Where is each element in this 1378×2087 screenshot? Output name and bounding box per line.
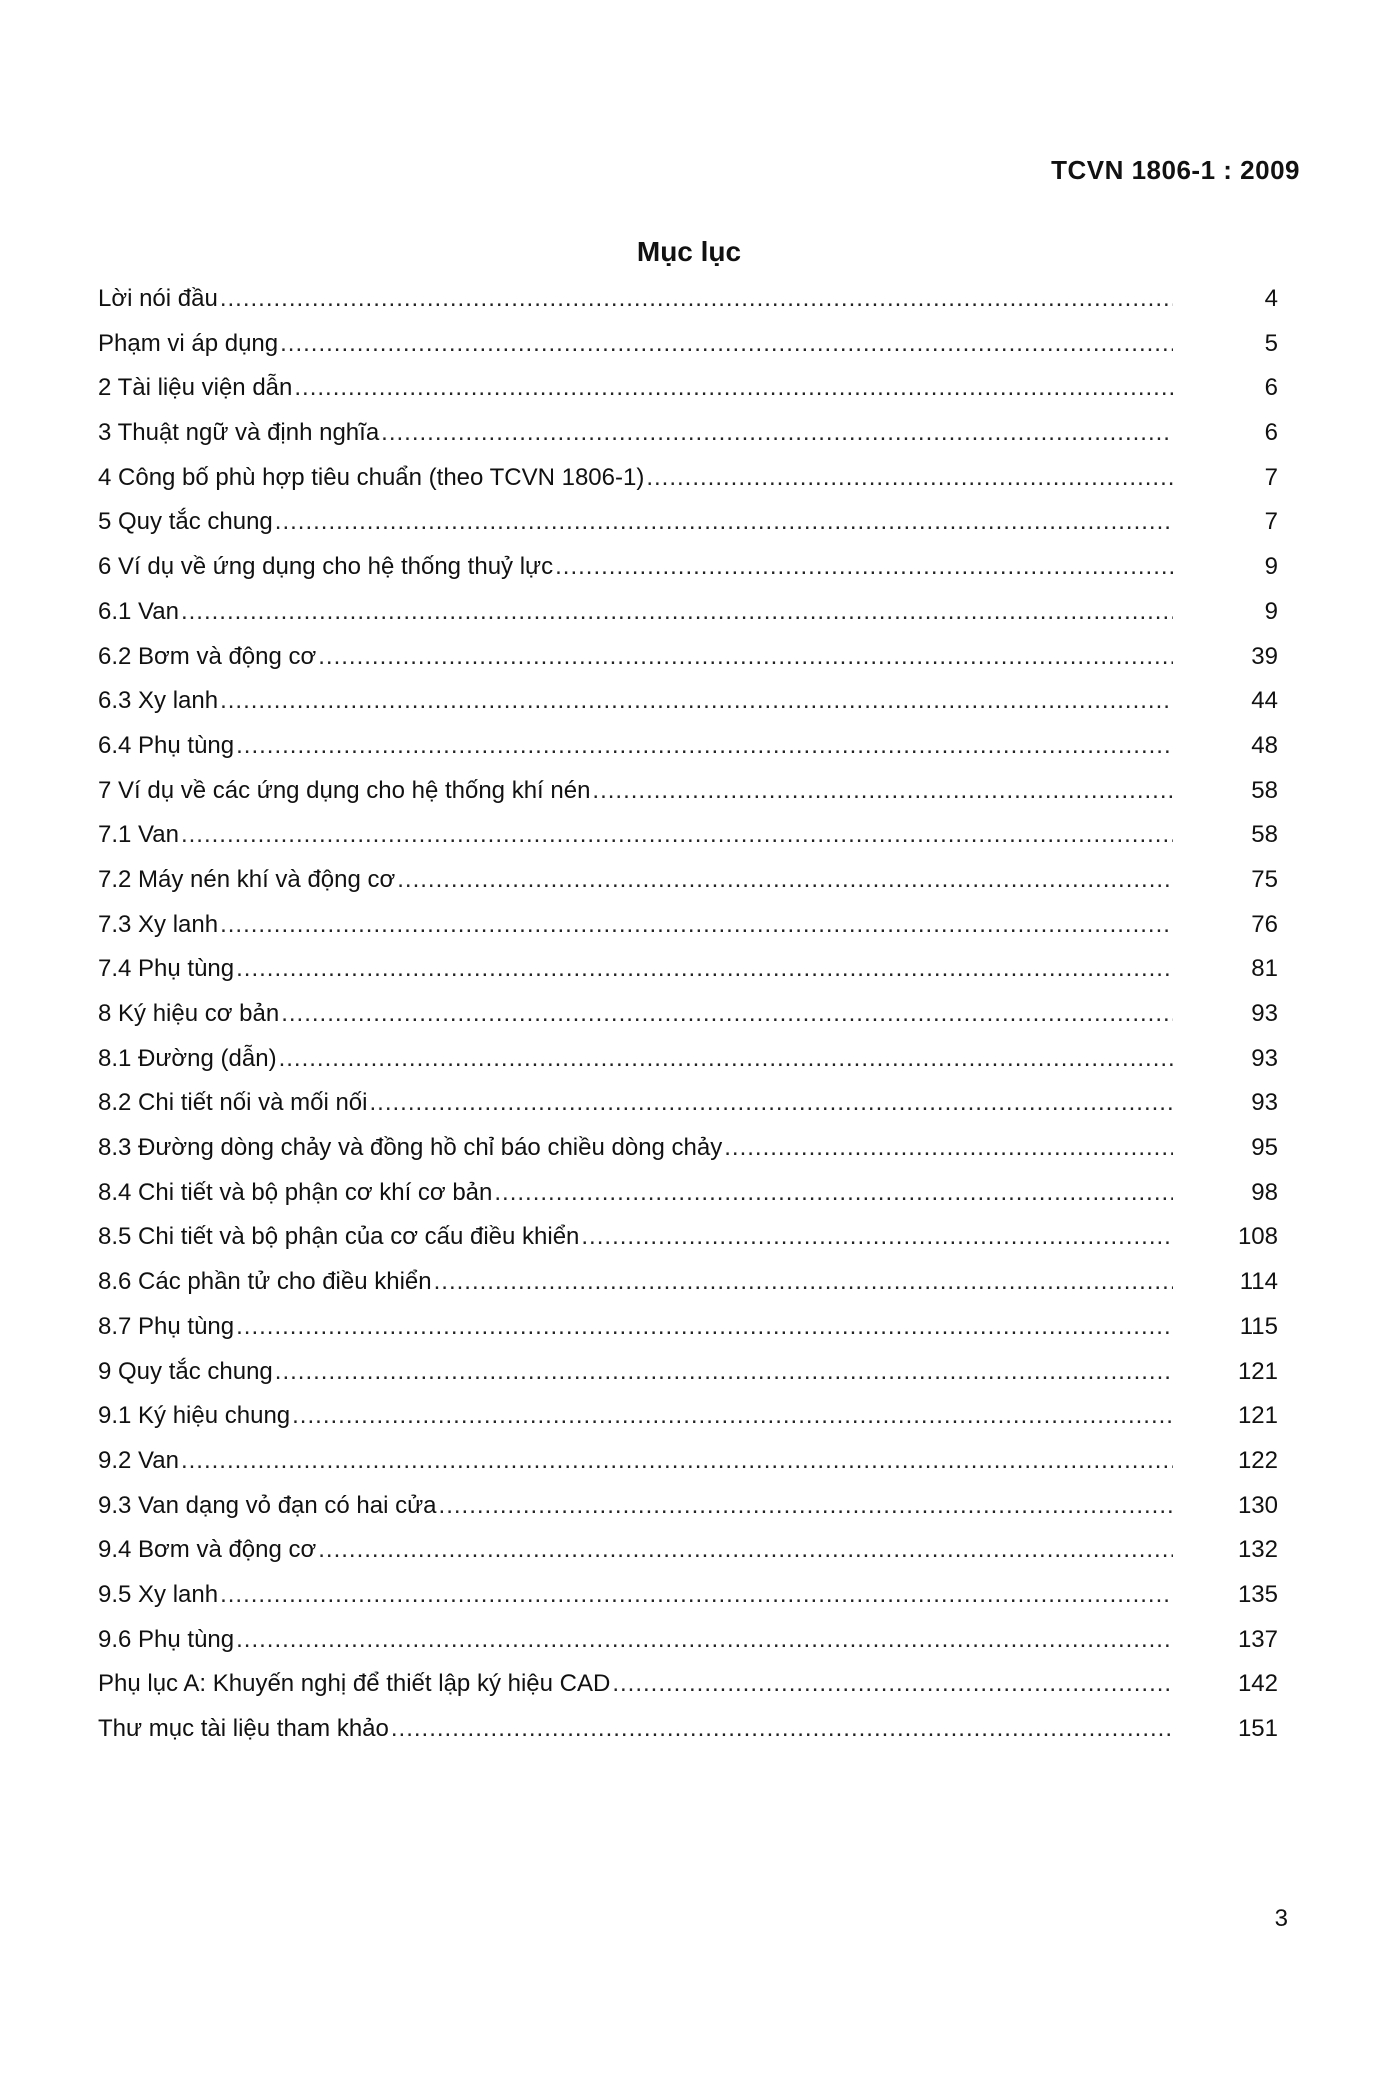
toc-dot-leader: [181, 1439, 1173, 1484]
toc-entry-page: 95: [1251, 1134, 1278, 1162]
toc-entry-title: Phụ lục A: Khuyến nghị để thiết lập ký hiệu CAD: [98, 1670, 611, 1698]
toc-entry-page: 137: [1237, 1625, 1278, 1653]
toc-entry[interactable]: [98, 277, 1278, 322]
toc-entry-title: 9.2 Van: [98, 1446, 179, 1474]
toc-entry-title: 6.2 Bơm và động cơ: [98, 642, 317, 670]
toc-entry-page: 44: [1251, 687, 1278, 715]
toc-entry-title: 3 Thuật ngữ và định nghĩa: [98, 419, 380, 447]
toc-entry-title: 6 Ví dụ về ứng dụng cho hệ thống thuỷ lực: [98, 553, 554, 581]
toc-entry[interactable]: [98, 545, 1278, 590]
toc-entry[interactable]: [98, 635, 1278, 680]
toc-entry-page: 39: [1251, 642, 1278, 670]
toc-entry[interactable]: [98, 724, 1278, 769]
toc-entry-title: Phạm vi áp dụng: [98, 329, 279, 357]
toc-entry[interactable]: [98, 1260, 1278, 1305]
toc-dot-leader: [581, 1215, 1173, 1260]
toc-dot-leader: [181, 590, 1173, 635]
toc-dot-leader: [220, 277, 1173, 322]
toc-entry[interactable]: [98, 322, 1278, 367]
toc-entry-page: 121: [1237, 1357, 1278, 1385]
toc-entry-page: 58: [1251, 776, 1278, 804]
toc-entry[interactable]: [98, 1350, 1278, 1395]
toc-entry-title: 6.4 Phụ tùng: [98, 731, 235, 759]
toc-entry-title: 8.6 Các phần tử cho điều khiển: [98, 1268, 432, 1296]
toc-dot-leader: [646, 456, 1173, 501]
toc-entry[interactable]: [98, 813, 1278, 858]
toc-dot-leader: [275, 500, 1173, 545]
toc-entry-page: 9: [1264, 597, 1278, 625]
toc-dot-leader: [592, 769, 1173, 814]
toc-dot-leader: [220, 1573, 1173, 1618]
toc-dot-leader: [236, 1618, 1173, 1663]
toc-entry[interactable]: [98, 1037, 1278, 1082]
toc-entry-page: 93: [1251, 1000, 1278, 1027]
toc-entry[interactable]: [98, 1484, 1278, 1529]
toc-entry-title: 4 Công bố phù hợp tiêu chuẩn (theo TCVN 1806-1): [98, 463, 645, 491]
toc-entry[interactable]: [98, 1126, 1278, 1171]
toc-entry-title: 8.1 Đường (dẫn): [98, 1044, 277, 1072]
toc-entry[interactable]: [98, 992, 1278, 1037]
toc-entry-page: 108: [1237, 1223, 1278, 1251]
toc-entry-page: 81: [1251, 955, 1278, 983]
toc-dot-leader: [220, 679, 1173, 724]
toc-entry[interactable]: [98, 1528, 1278, 1573]
toc-dot-leader: [612, 1662, 1173, 1707]
toc-entry[interactable]: [98, 590, 1278, 635]
toc-entry-page: 7: [1264, 508, 1278, 536]
toc-entry-title: 8.5 Chi tiết và bộ phận của cơ cấu điều khiển: [98, 1223, 580, 1251]
toc-dot-leader: [439, 1484, 1173, 1529]
toc-entry-page: 121: [1237, 1402, 1278, 1430]
toc-entry-title: 7.1 Van: [98, 821, 179, 849]
page-number: 3: [1274, 1905, 1288, 1932]
toc-entry-title: 6.1 Van: [98, 597, 179, 625]
toc-dot-leader: [434, 1260, 1173, 1305]
toc-dot-leader: [236, 1305, 1173, 1350]
toc-entry-title: 8.2 Chi tiết nối và mối nối: [98, 1089, 368, 1117]
toc-entry-page: 151: [1237, 1715, 1278, 1742]
toc-entry-title: 8.7 Phụ tùng: [98, 1312, 235, 1340]
toc-entry-page: 9: [1264, 553, 1278, 581]
toc-dot-leader: [292, 1394, 1173, 1439]
toc-dot-leader: [281, 992, 1173, 1037]
toc-entry-title: 8.4 Chi tiết và bộ phận cơ khí cơ bản: [98, 1178, 493, 1206]
toc-dot-leader: [279, 1037, 1173, 1082]
toc-entry-page: 130: [1237, 1491, 1278, 1519]
toc-entry-page: 115: [1239, 1312, 1278, 1340]
toc-entry-title: Thư mục tài liệu tham khảo: [98, 1715, 389, 1742]
toc-entry[interactable]: [98, 1171, 1278, 1216]
toc-entry-title: 8 Ký hiệu cơ bản: [98, 1000, 280, 1027]
toc-dot-leader: [181, 813, 1173, 858]
toc-title: Mục lục: [636, 236, 742, 267]
toc-entry-title: 7.4 Phụ tùng: [98, 955, 235, 983]
toc-dot-leader: [724, 1126, 1173, 1171]
toc-dot-leader: [369, 1081, 1173, 1126]
toc-dot-leader: [391, 1707, 1173, 1752]
toc-entry[interactable]: [98, 1081, 1278, 1126]
toc-entry-title: 5 Quy tắc chung: [98, 508, 273, 536]
toc-entry-page: 4: [1264, 285, 1278, 312]
toc-entry[interactable]: [98, 456, 1278, 501]
toc-entry-title: 9.3 Van dạng vỏ đạn có hai cửa: [98, 1491, 437, 1519]
toc-entry-title: 8.3 Đường dòng chảy và đồng hồ chỉ báo chiều dòng chảy: [98, 1134, 723, 1162]
toc-entry-title: 9 Quy tắc chung: [98, 1357, 273, 1385]
toc-entry-page: 7: [1264, 463, 1278, 491]
toc-entry-page: 93: [1251, 1044, 1278, 1072]
toc-dot-leader: [236, 724, 1173, 769]
toc-entry[interactable]: [98, 1707, 1278, 1752]
toc-dot-leader: [318, 1528, 1173, 1573]
toc-entry[interactable]: [98, 1618, 1278, 1663]
toc-dot-leader: [294, 366, 1173, 411]
toc-entry[interactable]: [98, 858, 1278, 903]
toc-entry[interactable]: [98, 769, 1278, 814]
toc-dot-leader: [555, 545, 1173, 590]
toc-entry-title: 9.5 Xy lanh: [98, 1580, 219, 1608]
toc-entry[interactable]: [98, 366, 1278, 411]
toc-entry-title: 7.3 Xy lanh: [98, 910, 219, 938]
toc-entry[interactable]: [98, 1439, 1278, 1484]
toc-entry[interactable]: [98, 947, 1278, 992]
toc-dot-leader: [220, 903, 1173, 948]
toc-entry-title: 6.3 Xy lanh: [98, 687, 219, 715]
toc-entry[interactable]: [98, 1573, 1278, 1618]
toc-entry-page: 93: [1251, 1089, 1278, 1117]
page-header-standard: TCVN 1806-1 : 2009: [1051, 155, 1300, 185]
toc-dot-leader: [318, 635, 1173, 680]
toc-entry-page: 48: [1251, 731, 1278, 759]
toc-entry-page: 75: [1251, 865, 1278, 893]
toc-dot-leader: [275, 1350, 1173, 1395]
toc-entry-title: 9.4 Bơm và động cơ: [98, 1536, 317, 1564]
toc-entry-page: 76: [1251, 910, 1278, 938]
toc-entry-page: 114: [1239, 1268, 1278, 1296]
toc-entry-title: 2 Tài liệu viện dẫn: [98, 374, 293, 402]
toc-entry-page: 142: [1237, 1670, 1278, 1698]
toc-entry[interactable]: [98, 411, 1278, 456]
toc-entry[interactable]: [98, 1305, 1278, 1350]
toc-entry-page: 132: [1237, 1536, 1278, 1564]
toc-entry[interactable]: [98, 1215, 1278, 1260]
table-of-contents: [98, 277, 1278, 1752]
toc-entry-page: 58: [1251, 821, 1278, 849]
toc-dot-leader: [494, 1171, 1173, 1216]
toc-dot-leader: [381, 411, 1173, 456]
toc-entry-page: 6: [1264, 419, 1278, 447]
toc-dot-leader: [280, 322, 1173, 367]
toc-entry-title: 9.6 Phụ tùng: [98, 1625, 235, 1653]
toc-dot-leader: [397, 858, 1173, 903]
toc-dot-leader: [236, 947, 1173, 992]
toc-entry-title: Lời nói đầu: [98, 285, 218, 312]
toc-entry-page: 122: [1237, 1446, 1278, 1474]
toc-entry[interactable]: [98, 679, 1278, 724]
toc-entry[interactable]: [98, 1394, 1278, 1439]
toc-entry-page: 98: [1251, 1178, 1278, 1206]
toc-entry[interactable]: [98, 1662, 1278, 1707]
toc-entry-title: 9.1 Ký hiệu chung: [98, 1402, 291, 1430]
toc-entry-page: 5: [1264, 329, 1278, 357]
toc-entry-page: 6: [1264, 374, 1278, 402]
toc-entry-page: 135: [1237, 1580, 1278, 1608]
toc-entry-title: 7.2 Máy nén khí và động cơ: [98, 865, 396, 893]
toc-entry[interactable]: [98, 903, 1278, 948]
toc-entry-title: 7 Ví dụ về các ứng dụng cho hệ thống khí nén: [98, 776, 591, 804]
toc-entry[interactable]: [98, 500, 1278, 545]
